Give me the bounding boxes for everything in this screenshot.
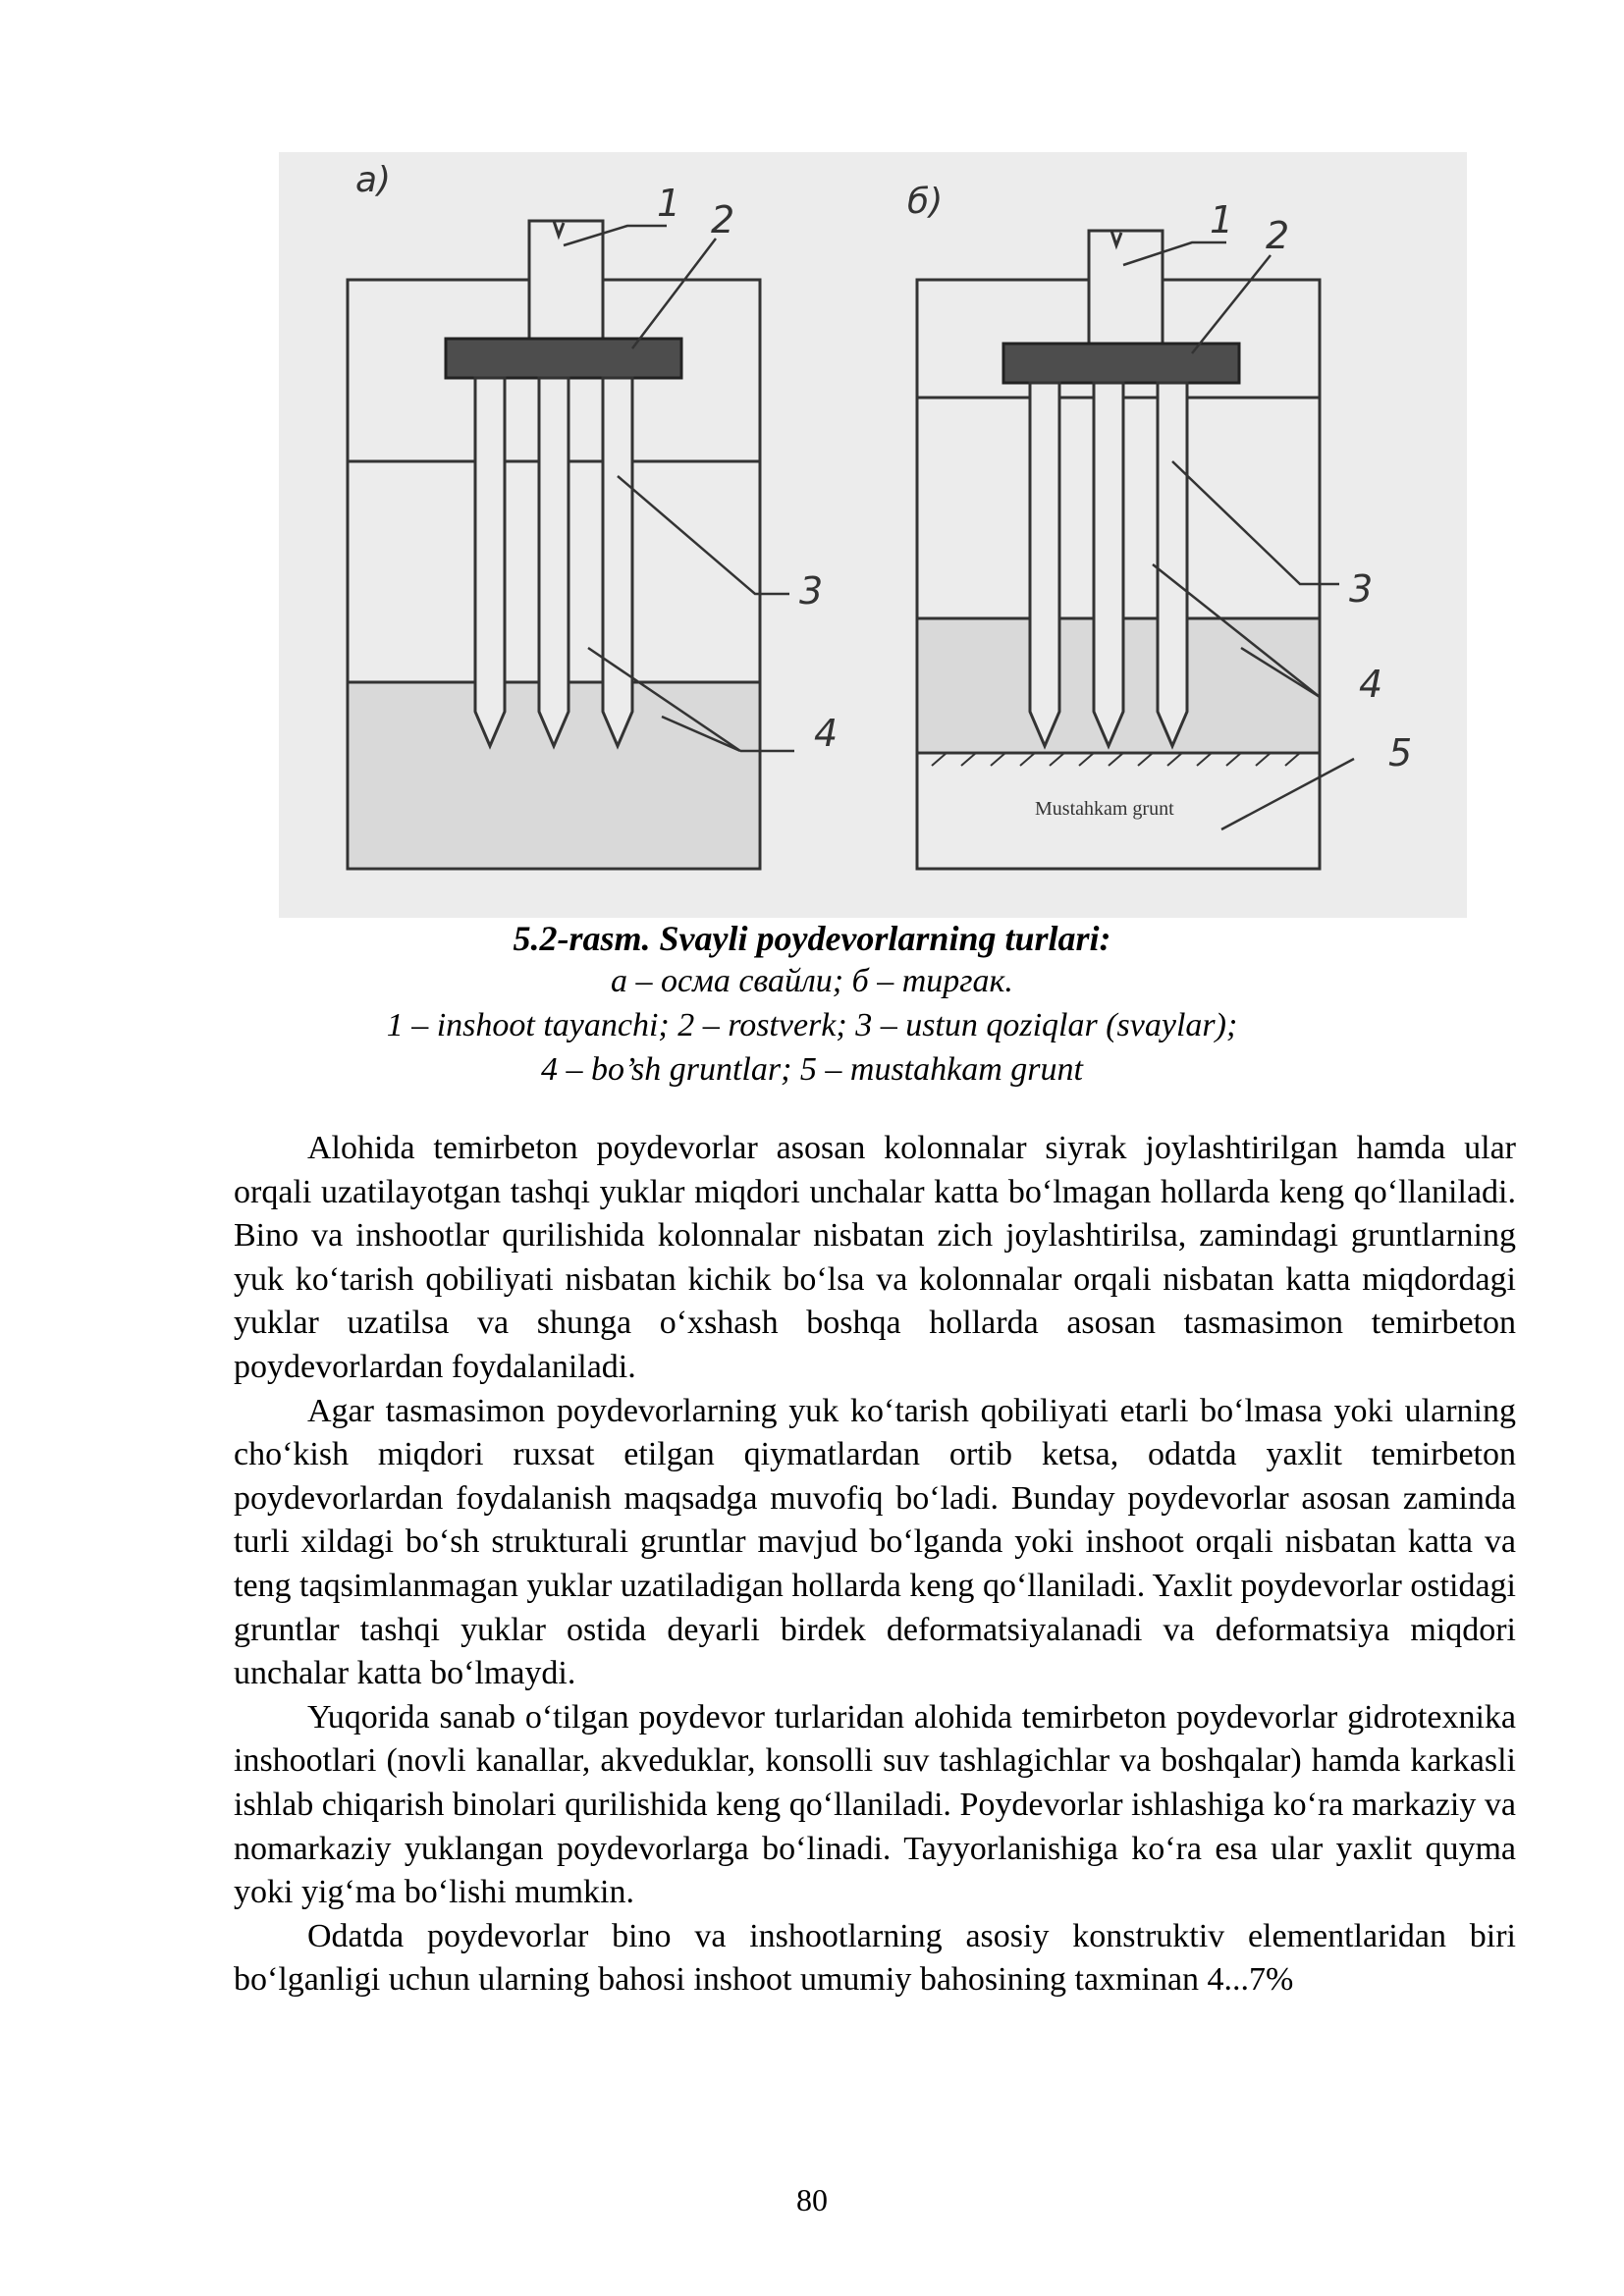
panel-a-label: a) — [355, 160, 392, 200]
panel-b-label: б) — [907, 182, 944, 222]
leader-b-5 — [1221, 759, 1354, 829]
callout-3: 3 — [799, 569, 824, 613]
figure-caption-legend-ab: а – осма свайли; б – тиргак. — [611, 963, 1013, 999]
pile-foundation-figure — [279, 152, 1467, 918]
panel-b-pile — [1030, 383, 1059, 746]
leader-2 — [632, 239, 716, 348]
figure-caption-title: 5.2-rasm. Svayli poydevorlarning turlari: — [513, 919, 1111, 958]
callout-b-4: 4 — [1359, 663, 1383, 706]
figure-drawing — [279, 152, 1467, 918]
leader-b-2 — [1192, 255, 1271, 353]
leader-3 — [618, 476, 789, 594]
panel-b-rostverk — [1003, 344, 1239, 383]
figure-caption-legend-4-5: 4 – bo’sh gruntlar; 5 – mustahkam grunt — [541, 1051, 1083, 1088]
callout-4: 4 — [814, 712, 839, 755]
panel-a-pile — [603, 378, 632, 746]
panel-a-pile — [539, 378, 568, 746]
panel-a-pile — [475, 378, 505, 746]
figure-caption-legend-1-3: 1 – inshoot tayanchi; 2 – rostverk; 3 – ustun qoziqlar (svaylar); — [386, 1007, 1238, 1043]
paragraph: Agar tasmasimon poydevorlarning yuk ko‘tarish qobiliyati etarli bo‘lmasa yoki ularning cho‘kish miqdori ruxsat etilgan qiymatlardan ortib ketsa, odatda yaxlit temirbeton poydevorlardan foydalanish maqsadga muvofiq bo‘ladi. Bunday poydevorlar asosan zaminda turli xildagi bo‘sh strukturali gruntlar mavjud bo‘lganda yoki inshoot orqali nisbatan katta va teng taqsimlanmagan yuklar uzatiladigan hollarda keng qo‘llaniladi. Yaxlit poydevorlar ostidagi gruntlar tashqi yuklar ostida deyarli birdek deformatsiyalanadi va deformatsiya miqdori unchalar katta bo‘lmaydi. — [234, 1392, 1516, 1692]
panel-b-pile — [1158, 383, 1187, 746]
callout-b-5: 5 — [1388, 731, 1413, 774]
paragraph: Yuqorida sanab o‘tilgan poydevor turlaridan alohida temirbeton poydevorlar gidrotexnika inshootlari (novli kanallar, akveduklar, konsolli suv tashlagichlar va boshqalar) hamda karkasli ishlab chiqarish binolari qurilishida keng qo‘llaniladi. Poydevorlar ishlashiga ko‘ra markaziy va nomarkaziy yuklangan poydevorlarga bo‘linadi. Tayyorlanishiga ko‘ra esa ular yaxlit quyma yoki yig‘ma bo‘lishi mumkin. — [234, 1698, 1516, 1911]
leader-b-3 — [1172, 461, 1339, 584]
firm-ground-label: Mustahkam grunt — [1035, 798, 1174, 820]
page-number: 80 — [796, 2182, 828, 2217]
body-text — [234, 1127, 1516, 2002]
paragraph: Odatda poydevorlar bino va inshootlarning asosiy konstruktiv elementlaridan biri bo‘lganligi uchun ularning bahosi inshoot umumiy bahosining taxminan 4...7% — [234, 1917, 1516, 1999]
panel-a-rostverk — [446, 339, 681, 378]
callout-1: 1 — [657, 182, 681, 225]
callout-b-1: 1 — [1210, 198, 1234, 241]
callout-2: 2 — [711, 198, 735, 241]
paragraph: Alohida temirbeton poydevorlar asosan kolonnalar siyrak joylashtirilgan hamda ular orqali uzatilayotgan tashqi yuklar miqdori unchalar katta bo‘lmagan hollarda keng qo‘llaniladi. Bino va inshootlar qurilishida kolonnalar nisbatan zich joylashtirilsa, zamindagi gruntlarning yuk ko‘tarish qobiliyati nisbatan kichik bo‘lsa va kolonnalar orqali nisbatan katta miqdordagi yuklar uzatilsa va shunga o‘xshash boshqa hollarda asosan tasmasimon temirbeton poydevorlardan foydalaniladi. — [234, 1130, 1516, 1385]
firm-ground-hatching — [932, 753, 1300, 766]
callout-b-2: 2 — [1266, 214, 1290, 257]
panel-b-pile — [1094, 383, 1123, 746]
callout-b-3: 3 — [1349, 567, 1374, 611]
